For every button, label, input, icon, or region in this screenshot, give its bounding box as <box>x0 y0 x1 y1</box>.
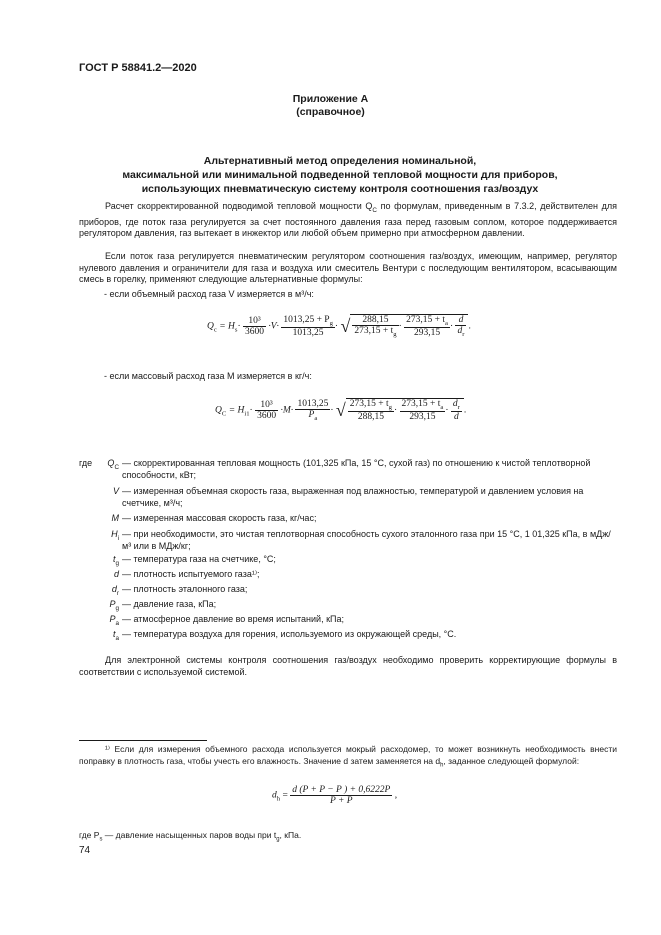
def-text: — измеренная массовая скорость газа, кг/час; <box>122 513 317 523</box>
page-number: 74 <box>79 845 91 856</box>
section-title-line1: Альтернативный метод определения номинальной, <box>203 155 477 167</box>
section-title <box>100 154 580 196</box>
footnote-text: ¹⁾ Если для измерения объемного расхода используется мокрый расходомер, то может возникнуть необходимость внести поправку в плотность газа, чтобы учесть его влажность. Значение d затем заменяется на $d_h$, заданное следующей формулой: <box>79 744 617 769</box>
def-symbol: d <box>113 569 119 579</box>
closing-paragraph: Для электронной системы контроля соотношения газ/воздух необходимо проверить корректирующие формулы в соответствии с используемой системой. <box>79 655 617 677</box>
footnote-where: где $P_s$ — давление насыщенных паров воды при $t_g$, кПа. <box>79 830 302 843</box>
def-text: — атмосферное давление во время испытаний, кПа; <box>122 614 344 624</box>
def-symbol: $d_r$ <box>111 584 119 597</box>
def-symbol: M <box>111 513 119 523</box>
def-symbol: V <box>112 486 119 496</box>
standard-number: ГОСТ Р 58841.2—2020 <box>79 62 197 74</box>
def-text: — плотность испытуемого газа¹⁾; <box>122 569 260 579</box>
bullet-mass: - если массовый расход газа M измеряется в кг/ч: <box>104 371 312 381</box>
appendix-title: Приложение А <box>292 93 369 105</box>
footnote-formula: $d_h$ = $\frac{d (P + P - P ) + 0,6222P}{P + P}$ , <box>272 785 398 806</box>
def-symbol: $Q_C$ <box>107 458 119 471</box>
def-symbol: $H_i$ <box>111 529 119 542</box>
appendix-subtitle: (справочное) <box>296 106 365 118</box>
paragraph-2: Если поток газа регулируется пневматическим регулятором соотношения газ/воздух, имеющим, например, регулятор нулевого давления и ограничители для газа и воздуха или смеситель Вентури с последующим вентилятором, всасывающим смесь в горелку, применяют следующие альтернативные формулы: <box>79 251 617 285</box>
def-text: — давление газа, кПа; <box>122 599 217 609</box>
section-title-line2: максимальной или минимальной подведенной тепловой мощности для приборов, <box>122 169 558 181</box>
formula-volumetric: $Q_c = H_s\cdot$ $\frac{\text{10³}}{3600}$ ·V· $\frac{1013,25 + P_g}{1013,25}$ · √ $\frac{288,15}{273,15 + t_g}$ · $\frac{273,15 + t_a}{293,15}$ · $\frac{d}{d_r}$ . <box>207 315 471 338</box>
def-text: — температура газа на счетчике, °С; <box>122 554 276 564</box>
formula-mass: $Q_C = H_{i1}\cdot$ $\frac{\text{10³}}{3600}$ ·M· $\frac{1013,25}{P_a}$ · √ $\frac{273,15 + t_g}{288,15}$ · $\frac{273,15 + t_a}{293,15}$ · $\frac{d_r}{d}$ . <box>215 399 467 422</box>
bullet-volumetric: - если объемный расход газа V измеряется в м³/ч: <box>104 289 314 299</box>
def-symbol: $t_a$ <box>112 629 119 642</box>
def-text: — плотность эталонного газа; <box>122 584 248 594</box>
def-symbol: $P_a$ <box>109 614 119 627</box>
def-text: — при необходимости, это чистая теплотворная способность сухого эталонного газа при 15 °С, 1 01,325 кПа, в мДж/м³ или в МДж/кг; <box>122 529 611 551</box>
definitions-list <box>79 458 617 648</box>
paragraph-1: Расчет скорректированной подводимой тепловой мощности $Q_C$ по формулам, приведенным в 7.3.2, действителен для приборов, где поток газа регулируется за счет постоянного давления газа перед газовым соплом, которое поддерживается регулятором давления, газ вытекает в инжектор или любой объем примерно при атмосферном давлении. <box>79 201 617 239</box>
def-text: — скорректированная тепловая мощность (101,325 кПа, 15 °С, сухой газ) по отношению к чистой теплотворной способности, кВт; <box>122 458 591 480</box>
section-title-line3: использующих пневматическую систему контроля соотношения газ/воздух <box>141 183 539 195</box>
def-symbol: $P_g$ <box>109 599 119 612</box>
def-text: — измеренная объемная скорость газа, выраженная под влажностью, температурой и давлением условия на счетчике, м³/ч; <box>122 486 584 508</box>
footnote-divider <box>79 740 207 741</box>
def-symbol: $t_g$ <box>112 554 119 567</box>
def-text: — температура воздуха для горения, используемого из окружающей среды, °С. <box>122 629 457 639</box>
definitions-intro: где <box>79 458 93 468</box>
